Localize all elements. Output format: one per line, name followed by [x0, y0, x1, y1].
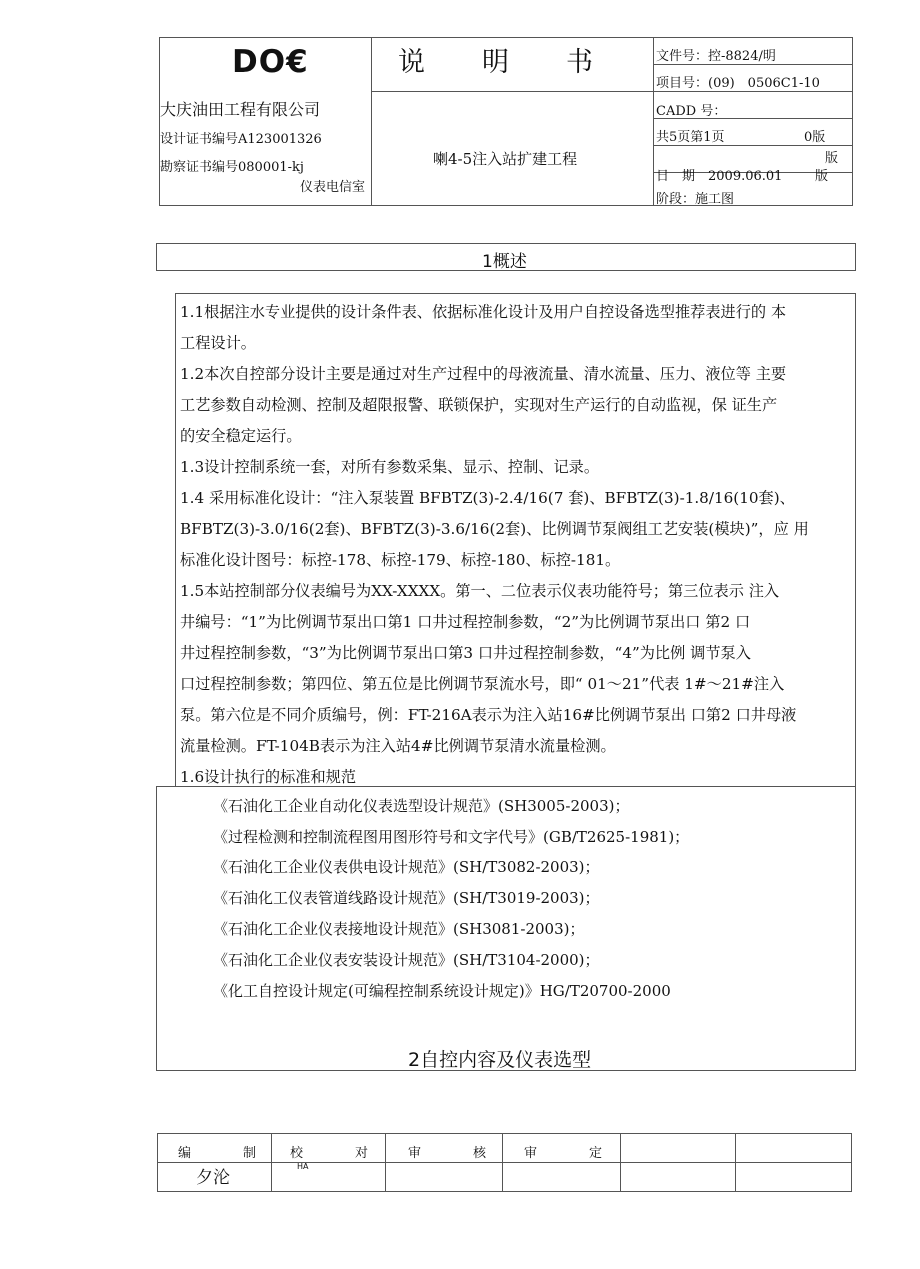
signoff-header-reviewed: 审 核: [408, 1146, 487, 1161]
file-number: 文件号：控-8824/明: [656, 49, 776, 64]
standard-item: 《石油化工企业仪表接地设计规范》(SH3081-2003)；: [213, 920, 585, 938]
project-number: 项目号：(09) 0506C1-10: [656, 76, 820, 91]
survey-certificate: 勘察证书编号080001-kj: [160, 160, 304, 175]
overview-line: 1.4 采用标准化设计：“注入泵装置 BFBTZ(3)-2.4/16(7 套)、BFBTZ(3)-1.8/16(10套)、: [180, 489, 795, 507]
cadd-number: CADD 号：: [656, 104, 727, 119]
section1-heading: 1概述: [482, 252, 527, 272]
signoff-col-rule: [271, 1133, 272, 1192]
version-label-2: 版: [815, 169, 829, 184]
overview-line: 1.3设计控制系统一套，对所有参数采集、显示、控制、记录。: [180, 458, 600, 476]
standard-item: 《石油化工企业仪表安装设计规范》(SH/T3104-2000)；: [213, 951, 600, 969]
checker-mark: HA: [297, 1162, 309, 1171]
header-meta-rule-2: [653, 91, 853, 92]
overview-line: 工艺参数自动检测、控制及超限报警、联锁保护，实现对生产运行的自动监视，保 证生产: [180, 396, 778, 414]
standard-item: 《石油化工仪表管道线路设计规范》(SH/T3019-2003)；: [213, 889, 600, 907]
project-name: 喇4-5注入站扩建工程: [433, 150, 578, 168]
header-meta-rule-4: [653, 145, 853, 146]
overview-line: 1.2本次自控部分设计主要是通过对生产过程中的母液流量、清水流量、压力、液位等 主要: [180, 365, 787, 383]
overview-line: 1.5本站控制部分仪表编号为XX-XXXX。第一、二位表示仪表功能符号；第三位表示 注入: [180, 582, 780, 600]
standard-item: 《石油化工企业仪表供电设计规范》(SH/T3082-2003)；: [213, 858, 600, 876]
page-count: 共5页第1页: [656, 130, 725, 145]
overview-line: 1.6设计执行的标准和规范: [180, 768, 357, 786]
standard-item: 《化工自控设计规定(可编程控制系统设计规定)》HG/T20700-2000: [213, 982, 671, 1000]
overview-line: 井编号：“1”为比例调节泵出口第1 口井过程控制参数，“2”为比例调节泵出口 第2 口: [180, 613, 751, 631]
standard-item: 《石油化工企业自动化仪表选型设计规范》(SH3005-2003)；: [213, 797, 630, 815]
overview-line: BFBTZ(3)-3.0/16(2套)、BFBTZ(3)-3.6/16(2套)、比例调节泵阀组工艺安装(模块)”，应 用: [180, 520, 809, 538]
design-certificate: 设计证书编号A123001326: [160, 132, 322, 147]
document-title: 说 明 书: [398, 47, 594, 78]
company-name: 大庆油田工程有限公司: [160, 100, 321, 119]
signoff-row-rule: [157, 1162, 852, 1163]
department: 仪表电信室: [300, 180, 366, 195]
signoff-col-rule: [735, 1133, 736, 1192]
date-row-clip: [654, 160, 852, 184]
signoff-header-checked: 校 对: [290, 1146, 369, 1161]
overview-line: 流量检测。FT-104B表示为注入站4#比例调节泵清水流量检测。: [180, 737, 616, 755]
overview-line: 井过程控制参数，“3”为比例调节泵出口第3 口井过程控制参数，“4”为比例 调节泵入: [180, 644, 751, 662]
header-divider-right: [653, 37, 654, 206]
issue-date: 日 期 2009.06.01: [656, 169, 783, 184]
header-divider-left: [371, 37, 372, 206]
signoff-header-approved: 审 定: [524, 1146, 603, 1161]
signoff-col-rule: [502, 1133, 503, 1192]
header-title-rule: [371, 91, 653, 92]
standard-item: 《过程检测和控制流程图用图形符号和文字代号》(GB/T2625-1981)；: [213, 828, 690, 846]
signoff-col-rule: [620, 1133, 621, 1192]
overview-line: 的安全稳定运行。: [180, 427, 302, 445]
signoff-col-rule: [385, 1133, 386, 1192]
version-number: 0版: [804, 130, 826, 145]
section2-heading: 2自控内容及仪表选型: [408, 1049, 592, 1071]
design-stage: 阶段：施工图: [656, 192, 735, 207]
preparer-signature: 夕沦: [196, 1168, 230, 1188]
version-label: 版: [825, 151, 839, 166]
signoff-header-prepared: 编 制: [178, 1146, 257, 1161]
overview-line: 工程设计。: [180, 334, 256, 352]
overview-line: 泵。第六位是不同介质编号，例：FT-216A表示为注入站16#比例调节泵出 口第2 口井母液: [180, 706, 797, 724]
company-logo: DO€: [232, 44, 309, 80]
header-meta-rule-1: [653, 64, 853, 65]
overview-line: 口过程控制参数；第四位、第五位是比例调节泵流水号，即“ 01～21”代表 1#～21#注入: [180, 675, 785, 693]
overview-line: 1.1根据注水专业提供的设计条件表、依据标准化设计及用户自控设备选型推荐表进行的 本: [180, 303, 787, 321]
overview-line: 标准化设计图号：标控-178、标控-179、标控-180、标控-181。: [180, 551, 621, 569]
